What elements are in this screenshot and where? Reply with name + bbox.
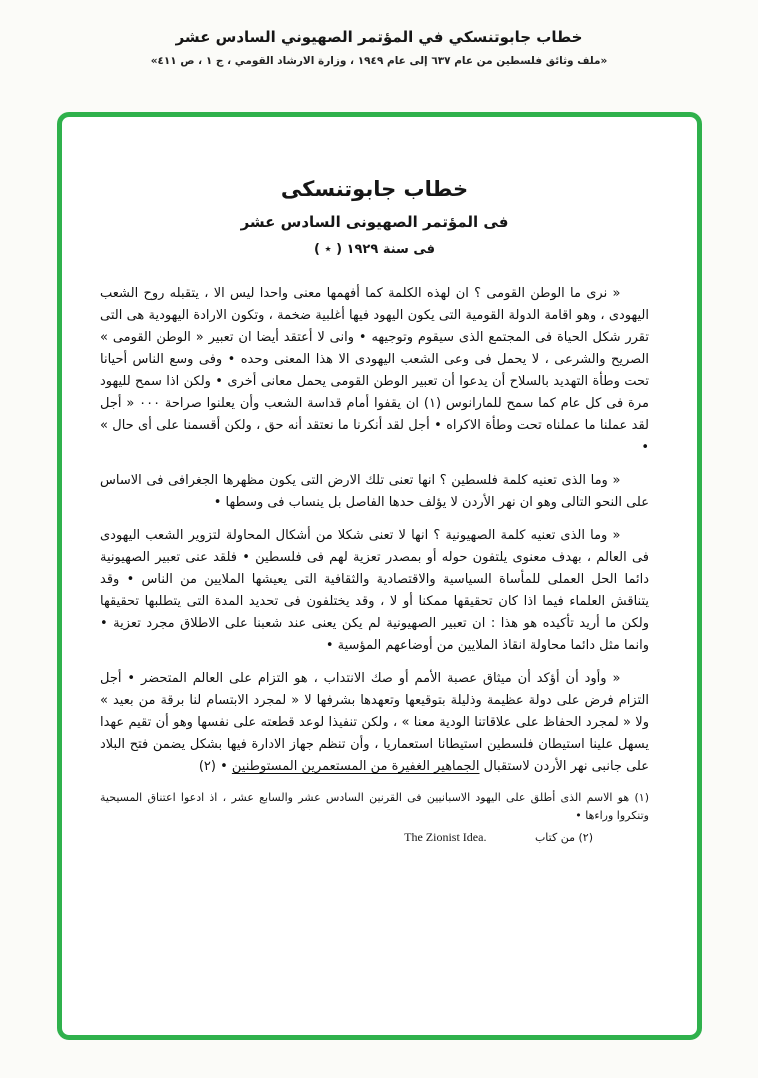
document-title: خطاب جابوتنسكى — [280, 177, 469, 201]
page-header — [0, 0, 758, 67]
header-title: خطاب جابوتنسكي في المؤتمر الصهيوني السادس عشر — [175, 28, 583, 46]
body-paragraph-2: « وما الذى تعنيه كلمة فلسطين ؟ انها تعنى تلك الارض التى يكون مظهرها الجغرافى فى الاساس على النحو التالى وهو ان نهر الأردن لا يؤلف حدها الفاصل بل ينساب فى وسطها • — [100, 473, 649, 510]
paragraph-4-start: « وأود أن أؤكد أن ميثاق عصبة الأمم أو صك الانتداب ، هو التزام على العالم المتحضر • أجل التزام فرض على دولة عظيمة وذليلة بتوقيعها وتعهدها بشرفها لا « لمجرد الابتسام لنا برقة من بعيد » ولا « لمجرد الحفاظ على علاقاتنا الودية معنا » ، ولكن تنفيذا لوعد قطعته على نفسها وهو أن تقيم عهدا يسهل علينا استيطان فلسطين استيطانا استعماريا ، وأن تنظم جهاز الادارة فيها بشكل يضمن فتح البلاد على جانبى نهر الأردن لاستقبال — [100, 671, 649, 774]
body-paragraph-1: « نرى ما الوطن القومى ؟ ان لهذه الكلمة كما أفهمها معنى واحدا ليس الا ، يتقبله روح الشعب اليهودى ، وهو اقامة الدولة القومية التى يكون اليهود فيها أغلبية ضخمة ، وتكون الارادة اليهودية هى التى تقرر شكل الحياة فى المجتمع الذى سيقوم وتوجيهه • وانى لا أعتقد أيضا ان تعبير « الوطن القومى » الصريح والشرعى ، لا يحمل فى وعى الشعب اليهودى الا هذا المعنى وحده • وفى وسع الناس أحيانا تحت وطأة التهديد بالسلاح أن يدعوا أن تعبير الوطن القومى يحمل معانى أخرى • ولكن اذا سمح لليهود مرة فى كل عام كما سمح للمارانوس (١) ان يقفوا أمام قداسة الشعب وأن يعلنوا صراحة ٠٠٠ « أجل لقد عملنا ما عملناه تحت وطأة الاكراه • أجل لقد أنكرنا ما نعتقد أنه حق ، ولكن أقسمنا على أى حال » • — [100, 286, 649, 455]
document-body — [100, 283, 649, 778]
footnotes-section — [100, 789, 649, 847]
document-frame — [57, 112, 702, 1040]
footnote-2 — [100, 828, 649, 847]
paragraph-4-end: • (٢) — [198, 759, 232, 774]
underlined-phrase: الجماهير الغفيرة من المستعمرين المستوطنين — [231, 759, 480, 774]
body-paragraph-4 — [100, 668, 649, 778]
footnote-2-label: (٢) من كتاب — [534, 831, 593, 844]
body-paragraph-3: « وما الذى تعنيه كلمة الصهيونية ؟ انها لا تعنى شكلا من أشكال المحاولة لتزوير الشعب اليهودى فى العالم ، بهدف معنوى يلتفون حوله أو بمصدر تعزية لهم فى فلسطين • فلقد عنى تعبير الصهيونية دائما الحل العملى للمأساة السياسية والاقتصادية والثقافية التى يعيشها الملايين من الناس • وقد يتناقش العلماء فيما اذا كان تحقيقها ممكنا أو لا ، وقد يختلفون فى تحديد المدة التى يتطلبها تحقيقها ولكن ما أريد تأكيده هو هذا : ان تعبير الصهيونية لم يكن يعنى عند شعبنا على الاطلاق مجرد تعزية • وانما مثل دائما محاولة انقاذ الملايين من أوضاعهم المؤسية • — [100, 528, 649, 653]
document-subtitle: فى المؤتمر الصهيونى السادس عشر — [240, 213, 509, 231]
footnote-2-book-title: The Zionist Idea. — [404, 830, 487, 844]
footnote-1: (١) هو الاسم الذى أطلق على اليهود الاسبانيين فى القرنين السادس عشر والسابع عشر ، اذ ادعوا اعتناق المسيحية وتنكروا وراءها • — [100, 791, 649, 822]
document-dateline: فى سنة ١٩٢٩ ( ٭ ) — [314, 242, 435, 257]
header-source-citation: «ملف وثائق فلسطين من عام ٦٣٧ إلى عام ١٩٤٩ ، وزارة الارشاد القومي ، ج ١ ، ص ٤١١» — [150, 55, 608, 67]
